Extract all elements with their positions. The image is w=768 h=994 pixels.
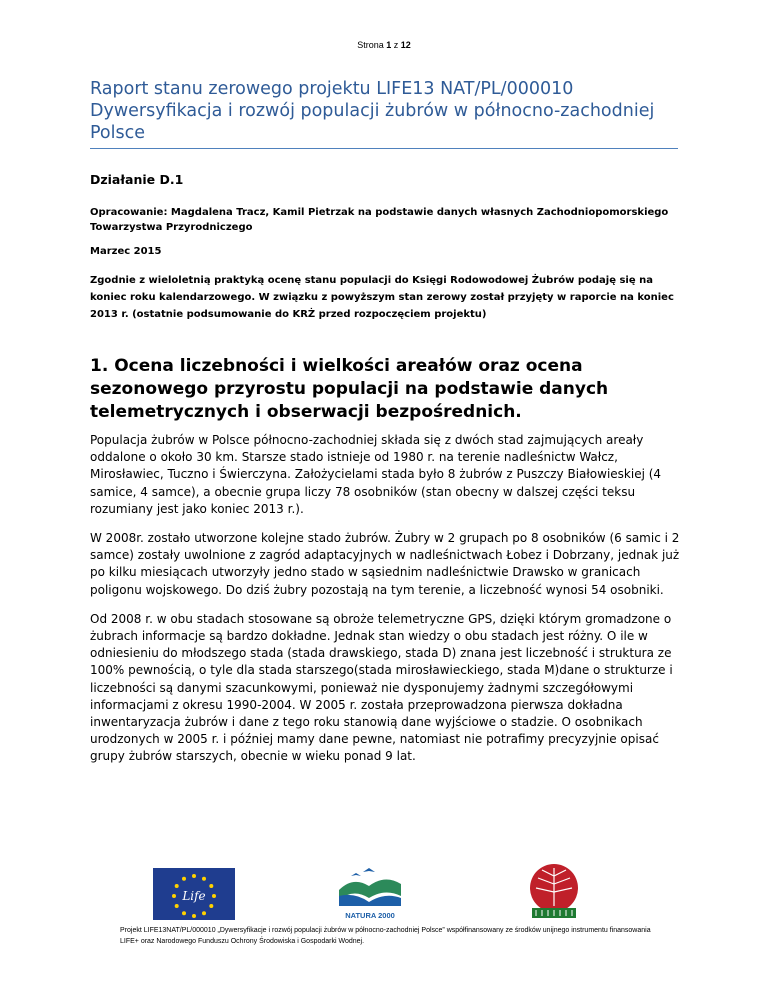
natura-logo-text: NATURA 2000 [345,911,395,920]
author-line: Opracowanie: Magdalena Tracz, Kamil Pietrzak na podstawie danych własnych Zachodniopomorskiego Towarzystwa Przyrodniczego [90,207,669,233]
section-heading: 1. Ocena liczebności i wielkości areałów oraz ocena sezonowego przyrostu populacji na podstawie danych telemetrycznych i obserwacji bezpośrednich. [90,356,609,422]
paragraph: Populacja żubrów w Polsce północno-zachodniej składa się z dwóch stad zajmujących areały oddalone o około 30 km. Starsze stado istnieje od 1980 r. na terenie nadleśnictw Wałcz, Mirosławiec, Tuczno i Świerczyna. Założycielami stada było 8 żubrów z Puszczy Białowieskiej (4 samice, 4 samce), a obecnie grupa liczy 78 osobników (stan obecny w dalszej części teksu rozumiany jest jako koniec 2013 r.). [90,433,662,516]
page-total: 12 [400,40,411,50]
life-logo-text: Life [182,889,206,903]
paragraph: W 2008r. zostało utworzone kolejne stado żubrów. Żubry w 2 grupach po 8 osobników (6 samic i 2 samce) zostały uwolnione z zagród adaptacyjnych w nadleśnictwach Łobez i Dobrzany, jednak już po kilku miesiącach utworzyły jedno stado w sąsiednim nadleśnictwie Drawsko w granicach poligonu wojskowego. Do dziś żubry pozostają na tym terenie, a liczebność wynosi 54 osobniki. [90,531,680,597]
forest-emblem-logo [526,862,582,920]
action-label: Działanie D.1 [90,172,184,187]
page-sep: z [393,40,399,50]
methodology-note: Zgodnie z wieloletnią praktyką ocenę stanu populacji do Księgi Rodowodowej Żubrów podaję się na koniec roku kalendarzowego. W związku z powyższym stan zerowy został przyjęty w raporcie na koniec 2013 r. (ostatnie podsumowanie do KRŻ przed rozpoczęciem projektu) [90,275,674,320]
paragraph: Od 2008 r. w obu stadach stosowane są obroże telemetryczne GPS, dzięki którym gromadzone o żubrach informacje są bardzo dokładne. Jednak stan wiedzy o obu stadach jest różny. O ile w odniesieniu do młodszego stada (stada drawskiego, stada D) znana jest liczebność i struktura ze 100% pewnością, o tyle dla stada starszego(stada mirosławieckiego, stada M)dane o strukturze i liczebności są danymi szacunkowymi, ponieważ nie dysponujemy żadnymi szczegółowymi informacjami z okresu 1990-2004. W 2005 r. została przeprowadzona pierwsza dokładna inwentaryzacja żubrów i dane z tego roku stanowią dane wyjściowe o stadzie. O osobnikach urodzonych w 2005 r. i później mamy dane pewne, natomiast nie potrafimy precyzyjnie opisać grupy żubrów starszych, obecnie w wieku ponad 9 lat. [90,611,673,764]
title-divider [90,148,678,149]
page-number [0,40,768,50]
footer-logos [0,860,768,920]
natura-2000-logo [333,862,407,922]
page-prefix: Strona [357,40,384,50]
section-body [90,432,690,778]
funding-statement: Projekt LIFE13NAT/PL/000010 „Dywersyfikacje i rozwój populacji żubrów w północno-zachodniej Polsce” współfinansowany ze środków unijnego instrumentu finansowania LIFE+ oraz Narodowego Funduszu Ochrony Środowiska i Gospodarki Wodnej. [120,927,651,945]
eu-life-logo [153,868,235,920]
report-date: Marzec 2015 [90,246,162,257]
page-current: 1 [386,40,392,50]
document-title: Raport stanu zerowego projektu LIFE13 NAT/PL/000010 Dywersyfikacja i rozwój populacji żubrów w północno-zachodniej Polsce [90,79,655,143]
